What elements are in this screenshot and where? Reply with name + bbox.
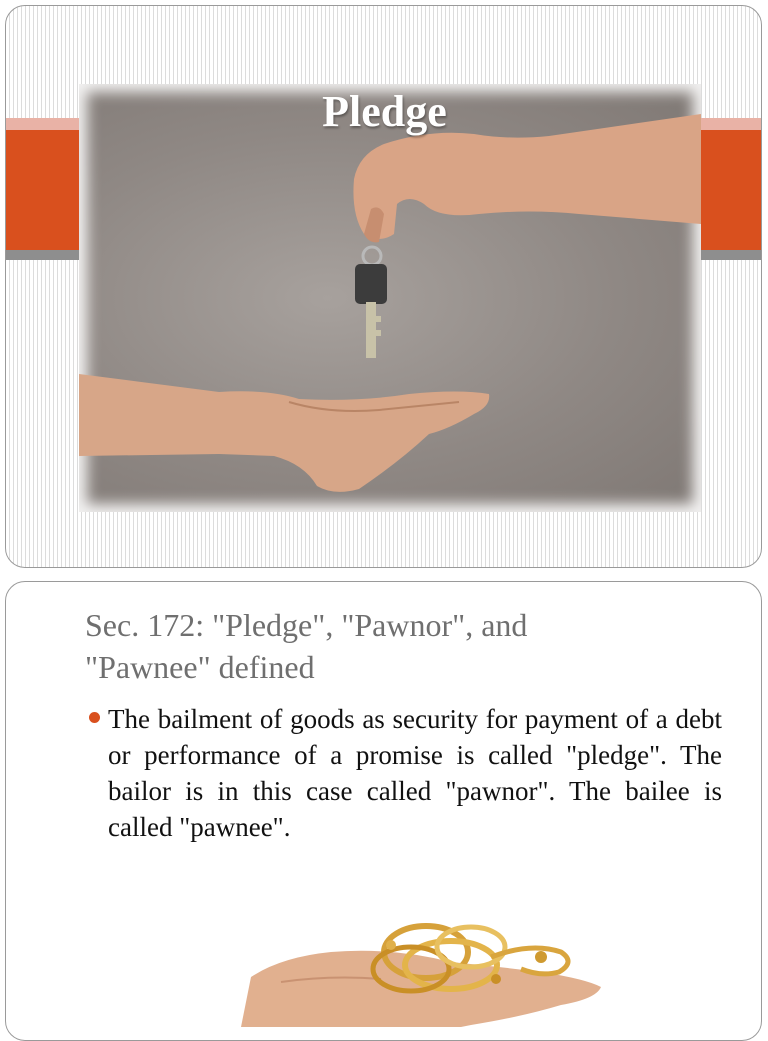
definition-text: The bailment of goods as security for payment of a debt or performance of a promise is called "pledge". The bailor is in this case called "pawnor". The bailee is called "pawnee". xyxy=(108,704,722,842)
gold-jewellery-photo xyxy=(241,907,601,1032)
slide-pledge-title xyxy=(5,5,762,568)
section-heading: Sec. 172: "Pledge", "Pawnor", and "Pawnee" defined xyxy=(85,607,528,685)
bullet-icon xyxy=(89,712,100,723)
key-handover-photo xyxy=(79,84,701,512)
slide-pledge-definition xyxy=(5,581,762,1041)
slide-title: Pledge xyxy=(322,87,447,136)
